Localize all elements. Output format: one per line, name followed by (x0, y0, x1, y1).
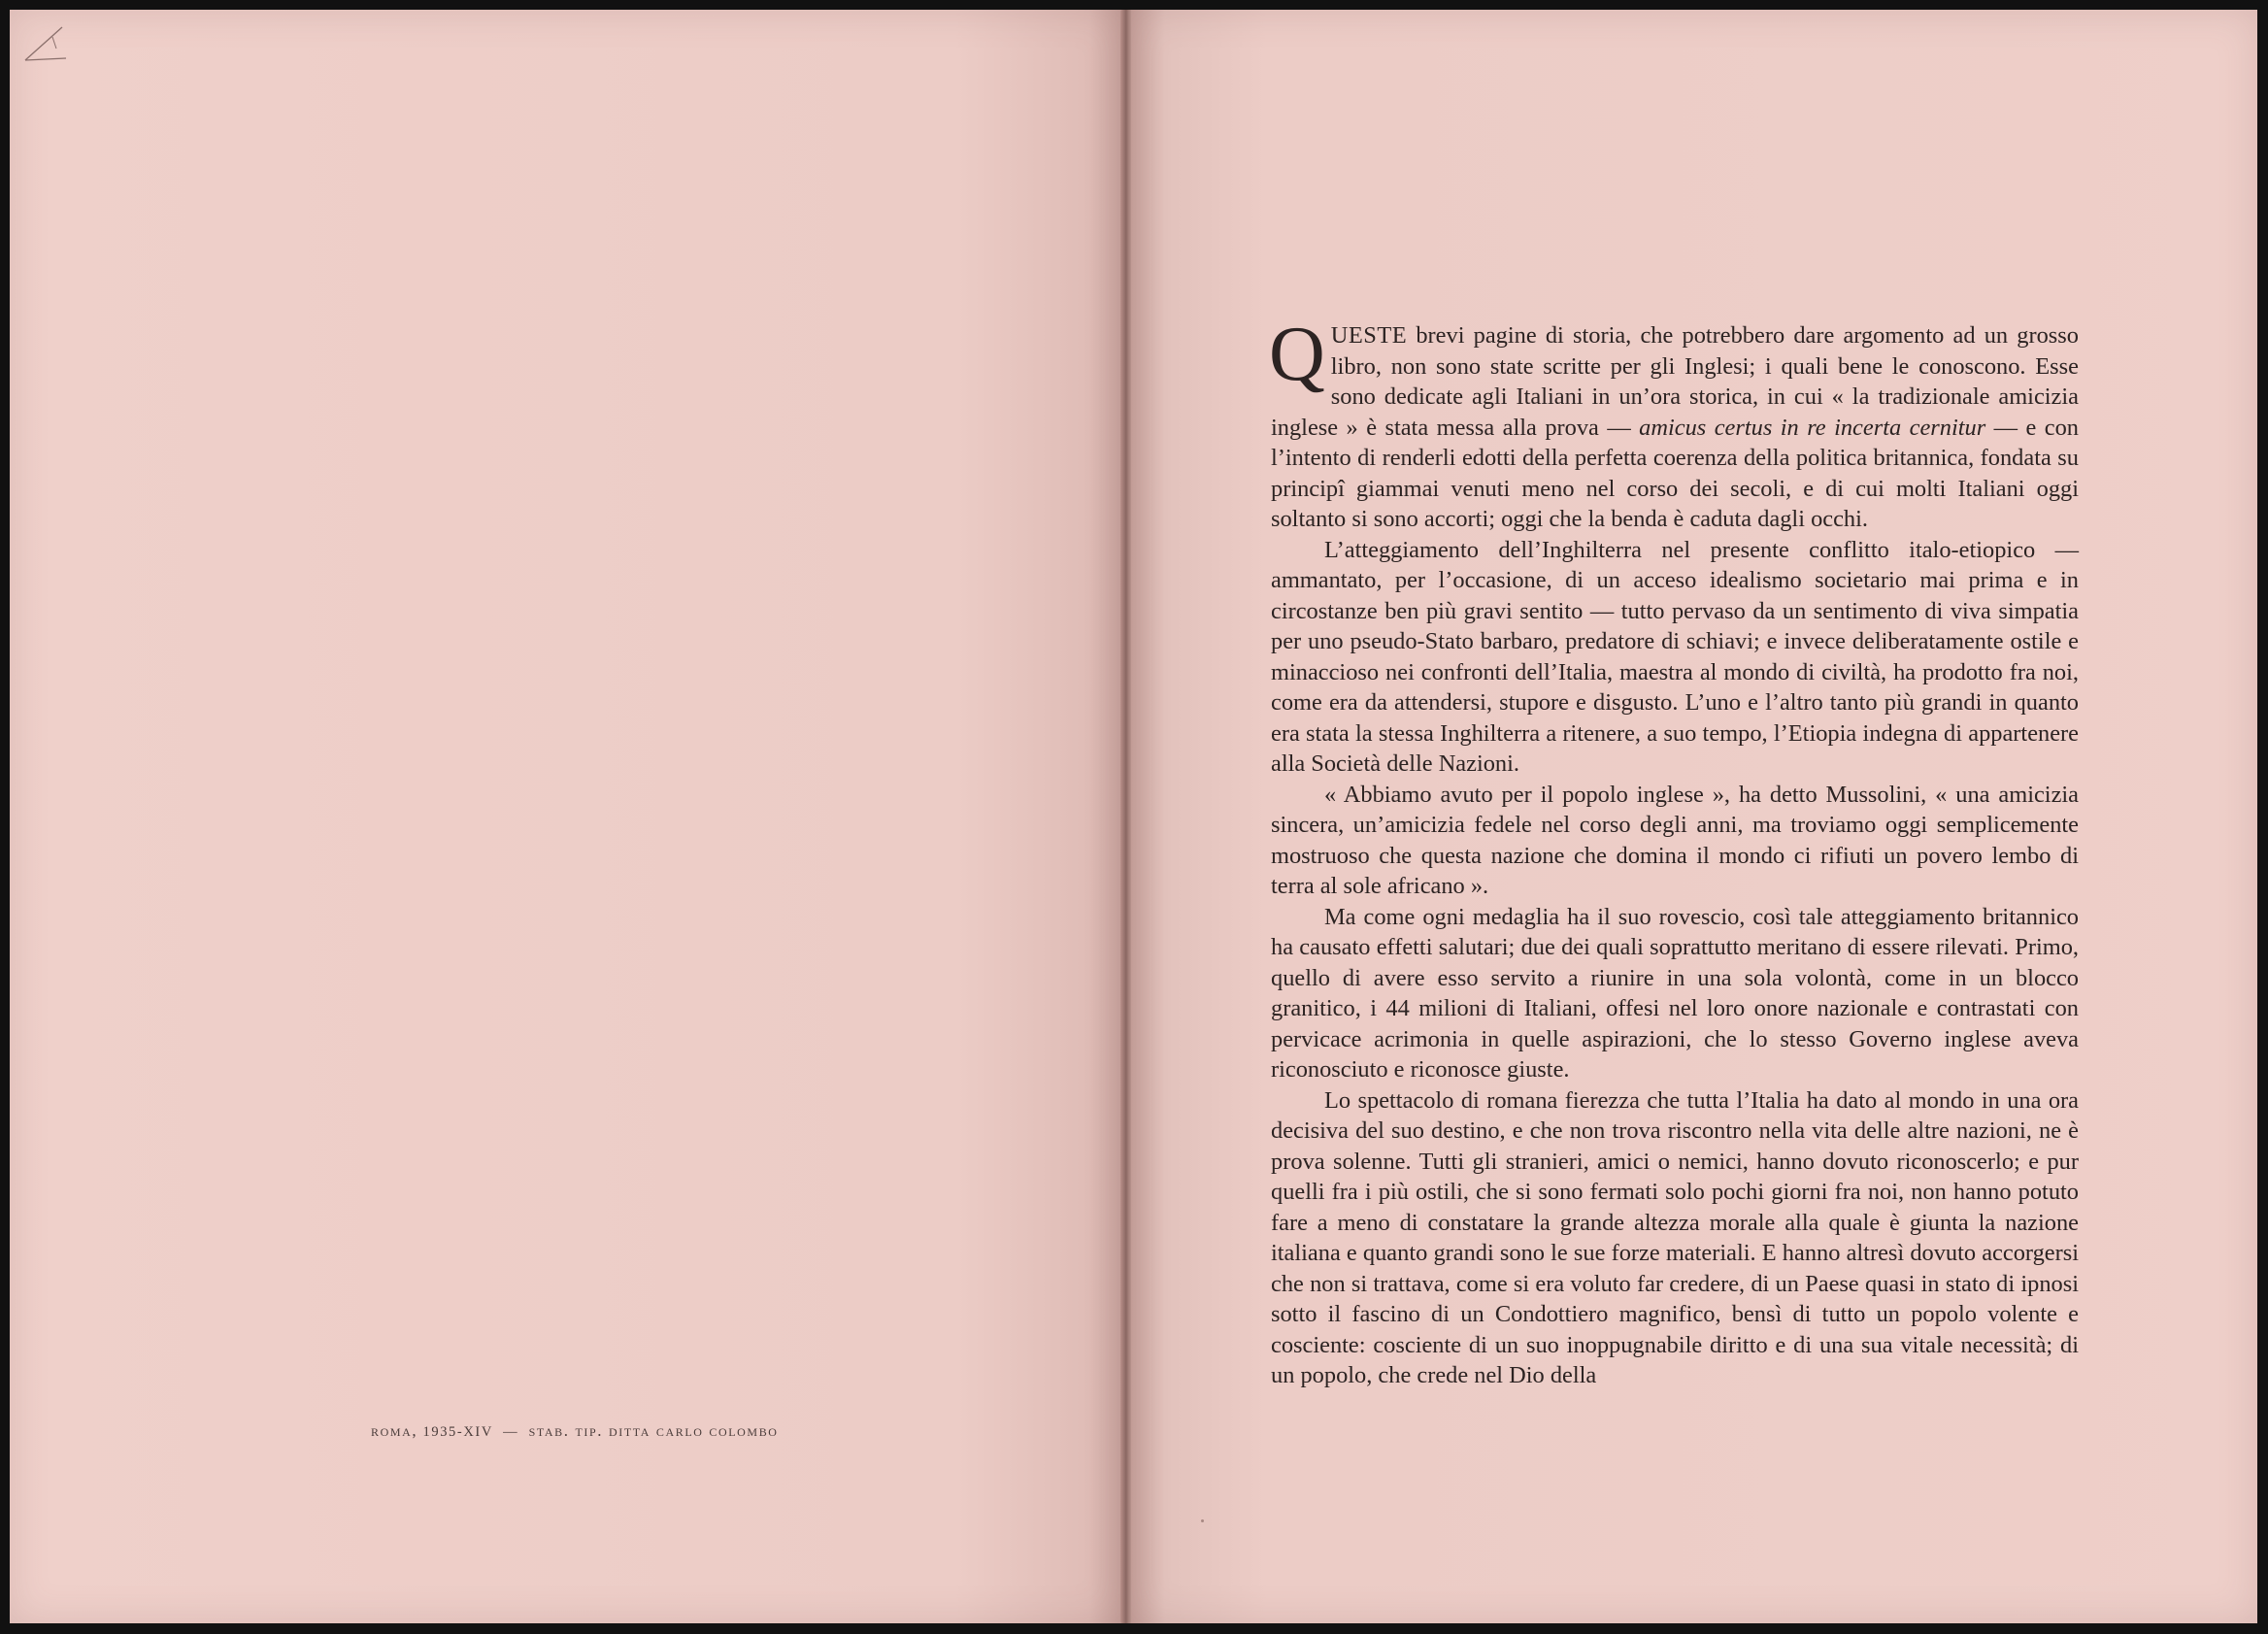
paragraph-1-text-a: brevi pagine di storia, che potrebbero dare argomento ad un grosso libro, non sono state scritte per gli Inglesi; i quali bene le conoscono. Esse sono dedicate agli Italiani in un’ora storica, in cui « la tradizionale amicizia inglese » è stata messa alla prova — (1271, 322, 2079, 441)
paragraph-1 (1269, 312, 2079, 535)
paragraph-4: Ma come ogni medaglia ha il suo rovescio, così tale atteggiamento britannico ha causato effetti salutari; due dei quali soprattutto meritano di essere rilevati. Primo, quello di avere esso servito a riunire in una sola volontà, come in un blocco granitico, i 44 milioni di Italiani, offesi nel loro onore nazionale e contrastati con pervicace acrimonia in quelle aspirazioni, che lo stesso Governo inglese aveva riconosciuto e riconosce giuste. (1271, 903, 2079, 1083)
drop-cap: Q (1269, 312, 1325, 397)
imprint-year: 1935-XIV (422, 1424, 493, 1440)
lead-caps: UESTE (1330, 322, 1408, 349)
latin-quote: amicus certus in re incerta cernitur (1639, 414, 1986, 441)
paragraph-1-text-b: — e con l’intento di renderli edotti della perfetta coerenza della politica britannica, fondata su principî giammai venuti meno nel corso dei secoli, e di cui molti Italiani oggi soltanto si sono accorti; oggi che la benda è caduta dagli occhi. (1271, 414, 2079, 532)
imprint-printer: stab. tip. ditta carlo colombo (528, 1421, 779, 1440)
body-text (1269, 312, 2079, 1391)
paragraph-3: « Abbiamo avuto per il popolo inglese », ha detto Mussolini, « una amicizia sincera, un’amicizia fedele nel corso degli anni, ma troviamo oggi semplicemente mostruoso che questa nazione che domina il mondo ci rifiuti un povero lembo di terra al sole africano ». (1271, 781, 2079, 899)
imprint-line (371, 1421, 856, 1441)
corner-pencil-mark (23, 23, 70, 64)
imprint-place: roma, (371, 1421, 418, 1440)
imprint-dash: — (503, 1424, 519, 1440)
paragraph-5: Lo spettacolo di romana fierezza che tutta l’Italia ha dato al mondo in una ora decisiva del suo destino, e che non trova riscontro nella vita delle altre nazioni, ne è prova solenne. Tutti gli stranieri, amici o nemici, hanno dovuto riconoscerlo; e pur quelli fra i più ostili, che si sono fermati solo pochi giorni fra noi, non hanno potuto fare a meno di constatare la grande altezza morale alla quale è giunta la nazione italiana e quanto grandi sono le sue forze materiali. E hanno altresì dovuto accorgersi che non si trattava, come si era voluto far credere, di un Paese quasi in stato di ipnosi sotto il fascino di un Condottiero magnifico, bensì di tutto un popolo volente e cosciente: cosciente di un suo inoppugnabile diritto e di una sua vitale necessità; di un popolo, che crede nel Dio della (1271, 1086, 2079, 1388)
left-page (10, 10, 1122, 1623)
paper-speck (1201, 1519, 1204, 1522)
paragraph-2: L’atteggiamento dell’Inghilterra nel presente conflitto italo-etiopico — ammantato, per l’occasione, di un acceso idealismo societario mai prima e in circostanze ben più gravi sentito — tutto pervaso da un sentimento di viva simpatia per uno pseudo-Stato barbaro, predatore di schiavi; e invece deliberatamente ostile e minaccioso nei confronti dell’Italia, maestra al mondo di civiltà, ha prodotto fra noi, come era da attendersi, stupore e disgusto. L’uno e l’altro tanto più grandi in quanto era stata la stessa Inghilterra a ritenere, a suo tempo, l’Etiopia indegna di appartenere alla Società delle Nazioni. (1271, 536, 2079, 777)
